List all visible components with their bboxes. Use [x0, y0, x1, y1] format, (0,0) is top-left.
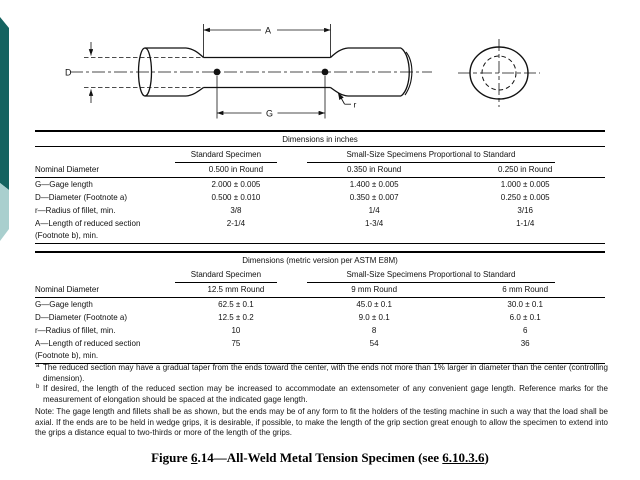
cell-value: 6 — [522, 326, 528, 335]
cell-value: 2-1/4 — [169, 217, 303, 244]
nominal-value: 12.5 mm Round — [169, 283, 303, 298]
cell-value: 0.250 ± 0.005 — [500, 193, 550, 202]
row-label: A—Length of reduced section (Footnote b), min. — [35, 217, 169, 244]
table-row — [35, 178, 605, 192]
gage-mark-dot-right — [322, 69, 329, 76]
footnote-b: b If desired, the length of the reduced section may be increased to accommodate an extensometer of any convenient gage length. Reference marks for the measurement of elongation should be spaced at the indicated gage length. — [36, 384, 608, 404]
cell-value: 0.500 ± 0.010 — [211, 193, 261, 202]
nominal-value: 9 mm Round — [303, 283, 446, 298]
specimen-diagram — [0, 0, 640, 128]
cell-value: 12.5 ± 0.2 — [218, 313, 254, 322]
row-label: G—Gage length — [35, 300, 93, 309]
row-label: D—Diameter (Footnote a) — [35, 313, 128, 322]
row-label: D—Diameter (Footnote a) — [35, 193, 128, 202]
nominal-diameter-label: Nominal Diameter — [35, 163, 169, 178]
figure-number-link[interactable]: 6 — [190, 450, 198, 465]
metric-table-wrap — [35, 251, 605, 364]
dimension-a-label: A — [265, 25, 272, 36]
cell-value: 54 — [303, 337, 446, 364]
cell-value: 45.0 ± 0.1 — [356, 300, 392, 309]
footnote-a: a The reduced section may have a gradual taper from the ends toward the center, with the ends not more than 1% larger in diameter than the center (controlling dimension). — [36, 363, 608, 383]
table-row — [35, 131, 605, 147]
table-row — [35, 337, 605, 364]
cell-value: 8 — [371, 326, 377, 335]
metric-table-title: Dimensions (metric version per ASTM E8M) — [35, 252, 605, 267]
fillet-radius-leader — [338, 93, 351, 105]
cell-value: 3/16 — [517, 206, 533, 215]
col-group-standard: Standard Specimen — [169, 147, 303, 164]
row-label: r—Radius of fillet, min. — [35, 326, 116, 335]
table-row — [35, 267, 605, 283]
footnote-a-marker: a — [36, 363, 40, 369]
gage-mark-dot-left — [214, 69, 221, 76]
accent-ribbon-light — [0, 183, 9, 241]
nominal-diameter-label: Nominal Diameter — [35, 283, 169, 298]
cell-value: 1-1/4 — [445, 217, 605, 244]
cell-value: 6.0 ± 0.1 — [509, 313, 541, 322]
section-reference-link[interactable]: 6.10.3.6 — [442, 450, 485, 465]
cell-value: 1-3/4 — [303, 217, 446, 244]
table-row — [35, 311, 605, 324]
inches-table-wrap — [35, 130, 605, 244]
col-group-small: Small-Size Specimens Proportional to Standard — [303, 147, 605, 164]
footnote-b-marker: b — [36, 384, 40, 390]
table-row — [35, 204, 605, 217]
nominal-value: 0.500 in Round — [169, 163, 303, 178]
row-label: G—Gage length — [35, 180, 93, 189]
cell-value: 75 — [169, 337, 303, 364]
table-row — [35, 324, 605, 337]
inches-table-title: Dimensions in inches — [35, 131, 605, 147]
table-row — [35, 163, 605, 178]
inches-table — [35, 130, 605, 244]
cell-value: 0.350 ± 0.007 — [349, 193, 399, 202]
nominal-value: 0.250 in Round — [445, 163, 605, 178]
col-group-small: Small-Size Specimens Proportional to Standard — [303, 267, 605, 283]
row-label: r—Radius of fillet, min. — [35, 206, 116, 215]
metric-table — [35, 251, 605, 364]
col-group-standard: Standard Specimen — [169, 267, 303, 283]
row-label: A—Length of reduced section (Footnote b), min. — [35, 337, 169, 364]
table-row — [35, 283, 605, 298]
table-row — [35, 252, 605, 267]
cell-value: 1.000 ± 0.005 — [500, 180, 550, 189]
figure-caption: Figure 6.14—All-Weld Metal Tension Specimen (see 6.10.3.6) — [151, 450, 489, 465]
fillet-radius-label: r — [353, 99, 357, 110]
cell-value: 1.400 ± 0.005 — [349, 180, 399, 189]
cell-value: 10 — [231, 326, 241, 335]
table-row — [35, 217, 605, 244]
cell-value: 30.0 ± 0.1 — [507, 300, 543, 309]
dimension-g-label: G — [266, 108, 274, 119]
cell-value: 1/4 — [368, 206, 380, 215]
cell-value: 62.5 ± 0.1 — [218, 300, 254, 309]
table-row — [35, 191, 605, 204]
end-view — [458, 39, 540, 107]
nominal-value: 0.350 in Round — [303, 163, 446, 178]
note-paragraph: Note: The gage length and fillets shall be as shown, but the ends may be of any form to fit the holders of the testing machine in such a way that the load shall be axial. If the ends are to be held in wedge grips, it is desirable, if possible, to make the length of the grip section great enough to allow the specimen to extend into the grips a distance equal to two-thirds or more of the length of the grips. — [35, 407, 608, 437]
table-row — [35, 298, 605, 312]
cell-value: 3/8 — [230, 206, 242, 215]
nominal-value: 6 mm Round — [445, 283, 605, 298]
cell-value: 2.000 ± 0.005 — [211, 180, 261, 189]
table-row — [35, 147, 605, 164]
footnotes — [35, 363, 608, 405]
cell-value: 9.0 ± 0.1 — [358, 313, 390, 322]
cell-value: 36 — [445, 337, 605, 364]
dimension-d-label: D — [65, 67, 72, 78]
